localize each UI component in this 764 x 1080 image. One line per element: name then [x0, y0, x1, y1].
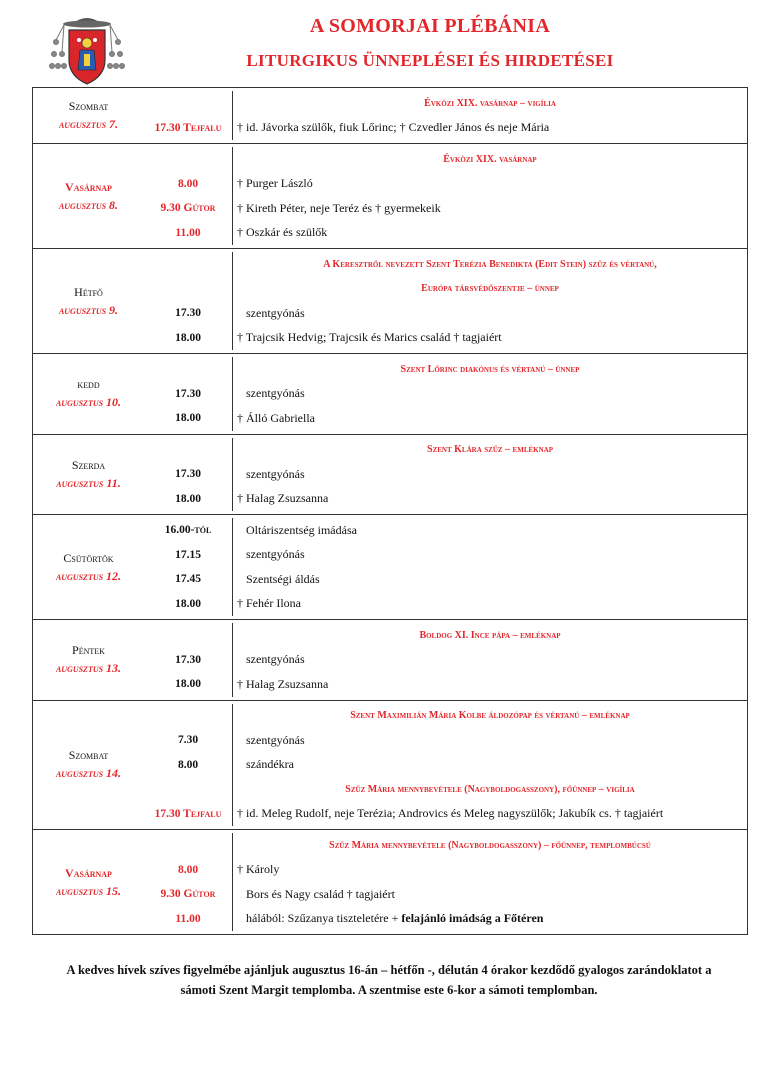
day-date: augusztus 13. [55, 661, 122, 676]
feast-title: Szűz Mária mennybevétele (Nagyboldogasszony), főünnep – vigília [345, 783, 635, 795]
time-cell-empty [144, 91, 233, 116]
day-entries [144, 830, 747, 934]
feast-row [144, 357, 747, 382]
intention-text: szentgyónás [246, 652, 305, 667]
feast-title: Évközi XIX. vasárnap [443, 153, 537, 165]
time-cell-empty [144, 277, 233, 302]
time-cell: 18.00 [144, 592, 233, 617]
day-block [33, 434, 747, 515]
feast-row [144, 438, 747, 463]
time-cell: 17.30 Tejfalu [144, 802, 233, 827]
intention-cell [233, 301, 747, 326]
day-name: Szombat [68, 99, 109, 113]
feast-row [144, 252, 747, 277]
intention-text: Bors és Nagy család † tagjaiért [246, 886, 395, 901]
intention-cell [233, 672, 747, 697]
feast-row [144, 91, 747, 116]
day-date: augusztus 7. [58, 117, 119, 131]
time-cell: 8.00 [144, 172, 233, 197]
intention-cell [233, 221, 747, 246]
day-cell [33, 435, 144, 515]
mass-row [144, 858, 747, 883]
intention-cell [233, 592, 747, 617]
time-cell: 17.30 [144, 382, 233, 407]
day-block [33, 619, 747, 700]
time-cell: 16.00-tól [144, 518, 233, 543]
mass-row [144, 196, 747, 221]
day-block [33, 248, 747, 353]
mass-row [144, 462, 747, 487]
mass-row [144, 301, 747, 326]
time-cell: 18.00 [144, 406, 233, 431]
intention-text: † id. Meleg Rudolf, neje Terézia; Androvics és Meleg nagyszülők; Jakubík cs. † tagjaiért [237, 806, 664, 821]
time-cell: 17.30 [144, 648, 233, 673]
mass-row [144, 802, 747, 827]
intention-text: † Purger László [237, 176, 313, 191]
intention-cell [233, 116, 747, 141]
liturgical-schedule-table [32, 87, 748, 935]
intention-bold-text: felajánló imádság a Főtéren [401, 911, 544, 926]
intention-cell [233, 382, 747, 407]
day-cell [33, 701, 144, 830]
intention-cell [233, 326, 747, 351]
day-entries [144, 88, 747, 143]
feast-title: Szent Klára szűz – emléknap [427, 444, 553, 456]
day-entries [144, 620, 747, 700]
time-cell-empty [144, 357, 233, 382]
time-cell: 17.45 [144, 567, 233, 592]
day-date: augusztus 14. [55, 766, 122, 781]
time-cell-empty [144, 777, 233, 802]
day-cell [33, 620, 144, 700]
day-block [33, 700, 747, 830]
feast-title: A Keresztről nevezett Szent Terézia Benedikta (Edit Stein) szűz és vértanú, [323, 258, 657, 270]
day-cell [33, 144, 144, 248]
day-entries [144, 435, 747, 515]
intention-cell [233, 487, 747, 512]
time-cell: 8.00 [144, 753, 233, 778]
day-block [33, 88, 747, 143]
day-date: augusztus 10. [55, 395, 122, 410]
intention-text: szentgyónás [246, 732, 305, 747]
day-block [33, 353, 747, 434]
day-name: Péntek [72, 643, 105, 658]
mass-row [144, 487, 747, 512]
mass-row [144, 882, 747, 907]
day-entries [144, 515, 747, 619]
time-cell-empty [144, 252, 233, 277]
mass-row [144, 116, 747, 141]
time-cell: 17.30 [144, 462, 233, 487]
intention-cell [233, 648, 747, 673]
day-name: Csütörtök [63, 550, 114, 565]
day-name: Szombat [68, 748, 109, 763]
intention-text: † id. Jávorka szülők, fiuk Lőrinc; † Czvedler János és neje Mária [237, 120, 550, 135]
intention-text: Oltáriszentség imádása [246, 522, 357, 537]
mass-row [144, 518, 747, 543]
day-cell [33, 88, 144, 143]
intention-text: † Károly [237, 862, 280, 877]
intention-text: szentgyónás [246, 386, 305, 401]
time-cell: 11.00 [144, 907, 233, 932]
day-cell [33, 354, 144, 434]
day-cell [33, 249, 144, 353]
intention-text: † Halag Zsuzsanna [237, 491, 329, 506]
day-block [33, 829, 747, 934]
intention-cell [233, 543, 747, 568]
time-cell: 17.30 [144, 301, 233, 326]
feast-title: Évközi XIX. vasárnap – vigília [424, 97, 556, 109]
intention-cell [233, 753, 747, 778]
announcement [32, 960, 746, 1000]
time-cell-empty [144, 704, 233, 729]
time-cell: 9.30 Gútor [144, 882, 233, 907]
day-block [33, 143, 747, 248]
day-date: augusztus 8. [58, 197, 119, 212]
mass-row [144, 172, 747, 197]
intention-text: † Álló Gabriella [237, 410, 315, 425]
time-cell-empty [144, 438, 233, 463]
mass-row [144, 672, 747, 697]
feast-title: Boldog XI. Ince pápa – emléknap [419, 629, 561, 641]
mass-row [144, 382, 747, 407]
intention-cell [233, 728, 747, 753]
page-subtitle: LITURGIKUS ÜNNEPLÉSEI ÉS HIRDETÉSEI [246, 51, 614, 70]
time-cell: 8.00 [144, 858, 233, 883]
time-cell: 18.00 [144, 326, 233, 351]
day-name: Vasárnap [65, 865, 112, 880]
day-entries [144, 354, 747, 434]
intention-text: † Kireth Péter, neje Teréz és † gyermekeik [237, 200, 441, 215]
day-entries [144, 701, 747, 830]
mass-row [144, 753, 747, 778]
intention-text: † Trajcsik Hedvig; Trajcsik és Marics család † tagjaiért [237, 330, 502, 345]
intention-cell [233, 406, 747, 431]
feast-row [144, 704, 747, 729]
mass-row [144, 221, 747, 246]
day-cell [33, 515, 144, 619]
mass-row [144, 406, 747, 431]
mass-row [144, 326, 747, 351]
day-cell [33, 830, 144, 934]
day-date: augusztus 9. [58, 302, 119, 317]
intention-text: szándékra [246, 757, 294, 772]
mass-row [144, 907, 747, 932]
time-cell-empty [144, 833, 233, 858]
time-cell: 11.00 [144, 221, 233, 246]
intention-text: Szentségi áldás [246, 571, 320, 586]
day-name: Vasárnap [65, 179, 112, 194]
day-date: augusztus 12. [55, 568, 122, 583]
announcement-line-1: A kedves hívek szíves figyelmébe ajánljuk augusztus 16-án – hétfőn -, délután 4 órakor kezdődő gyalogos zarándoklatot a [66, 963, 712, 977]
intention-cell [233, 907, 747, 932]
intention-cell [233, 518, 747, 543]
day-name: Szerda [71, 457, 106, 472]
time-cell: 9.30 Gútor [144, 196, 233, 221]
intention-text: † Fehér Ilona [237, 596, 301, 611]
intention-text: † Oszkár és szülők [237, 225, 328, 240]
time-cell: 18.00 [144, 487, 233, 512]
day-name: kedd [77, 377, 100, 392]
intention-cell [233, 858, 747, 883]
intention-text: szentgyónás [246, 547, 305, 562]
parish-coat-of-arms-icon [44, 10, 130, 88]
day-block [33, 514, 747, 619]
time-cell-empty [144, 147, 233, 172]
feast-title: Európa társvédőszentje – ünnep [421, 283, 559, 295]
day-entries [144, 249, 747, 353]
intention-cell [233, 802, 747, 827]
day-date: augusztus 11. [56, 475, 121, 490]
mass-row [144, 543, 747, 568]
feast-row [144, 277, 747, 302]
feast-title: Szűz Mária mennybevétele (Nagyboldogasszony) – főünnep, templombúcsú [329, 839, 651, 851]
feast-row [144, 777, 747, 802]
intention-cell [233, 567, 747, 592]
day-entries [144, 144, 747, 248]
intention-cell [233, 462, 747, 487]
day-name: Hétfő [74, 284, 103, 299]
intention-text: hálából: Szűzanya tiszteletére + [246, 911, 402, 926]
intention-text: szentgyónás [246, 305, 305, 320]
feast-title: Szent Maximilián Mária Kolbe áldozópap és vértanú – emléknap [350, 710, 630, 722]
time-cell: 7.30 [144, 728, 233, 753]
time-cell: 17.15 [144, 543, 233, 568]
intention-text: szentgyónás [246, 466, 305, 481]
intention-text: † Halag Zsuzsanna [237, 676, 329, 691]
mass-row [144, 648, 747, 673]
intention-cell [233, 882, 747, 907]
time-cell: 17.30 Tejfalu [144, 116, 233, 141]
intention-cell [233, 172, 747, 197]
feast-row [144, 623, 747, 648]
time-cell: 18.00 [144, 672, 233, 697]
mass-row [144, 567, 747, 592]
mass-row [144, 592, 747, 617]
time-cell-empty [144, 623, 233, 648]
announcement-line-2: sámoti Szent Margit templomba. A szentmise este 6-kor a sámoti templomban. [180, 983, 598, 997]
feast-row [144, 833, 747, 858]
feast-title: Szent Lőrinc diakónus és vértanú – ünnep [400, 363, 580, 375]
day-date: augusztus 15. [55, 883, 122, 898]
page-title: A SOMORJAI PLÉBÁNIA [309, 15, 551, 37]
feast-row [144, 147, 747, 172]
mass-row [144, 728, 747, 753]
intention-cell [233, 196, 747, 221]
